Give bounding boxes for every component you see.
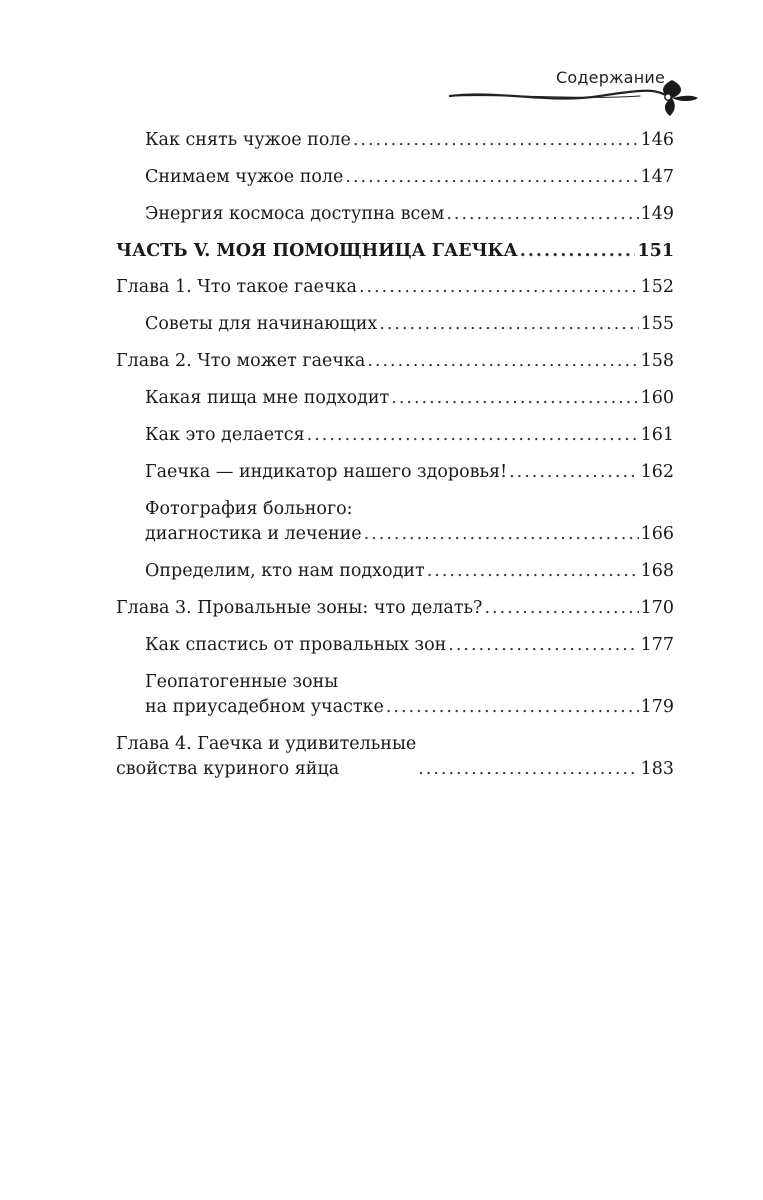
toc-entry[interactable] bbox=[116, 670, 674, 720]
toc-entry-title: Глава 2. Что может гаечка bbox=[116, 351, 366, 371]
toc-entry-page: 149 bbox=[640, 204, 674, 224]
dot-leader bbox=[364, 522, 639, 547]
toc-chapter[interactable] bbox=[116, 596, 674, 621]
running-head bbox=[440, 60, 705, 120]
toc-entry-page: 162 bbox=[640, 462, 674, 482]
toc-entry-page: 177 bbox=[640, 635, 674, 655]
toc-entry[interactable] bbox=[116, 460, 674, 485]
running-head-title: Содержание bbox=[556, 68, 665, 87]
dot-leader bbox=[379, 312, 638, 337]
toc-entry-title: Глава 3. Провальные зоны: что делать? bbox=[116, 598, 483, 618]
toc-entry[interactable] bbox=[116, 165, 674, 190]
toc-entry-page: 179 bbox=[640, 697, 674, 717]
dot-leader bbox=[367, 349, 638, 374]
toc-entry-title: Как снять чужое поле bbox=[145, 130, 351, 150]
toc-entry-title: Как это делается bbox=[145, 425, 305, 445]
flourish-ornament-icon bbox=[440, 60, 705, 120]
toc-entry-page: 168 bbox=[640, 561, 674, 581]
toc-entry-page: 160 bbox=[640, 388, 674, 408]
toc-chapter[interactable] bbox=[116, 275, 674, 300]
toc-entry-title: Советы для начинающих bbox=[145, 314, 378, 334]
toc-entry-title: на приусадебном участке bbox=[145, 697, 384, 717]
toc-entry-page: 158 bbox=[640, 351, 674, 371]
dot-leader bbox=[307, 423, 639, 448]
toc-entry-title: Снимаем чужое поле bbox=[145, 167, 344, 187]
dot-leader bbox=[418, 757, 638, 782]
toc-entry-title-line1: Фотография больного: bbox=[145, 499, 353, 519]
toc-entry-title: ЧАСТЬ V. МОЯ ПОМОЩНИЦА ГАЕЧКА bbox=[116, 241, 518, 261]
table-of-contents bbox=[116, 128, 674, 794]
dot-leader bbox=[353, 128, 639, 153]
toc-entry[interactable] bbox=[116, 202, 674, 227]
toc-entry[interactable] bbox=[116, 312, 674, 337]
toc-entry-title-line1: Глава 4. Гаечка и удивительные bbox=[116, 734, 417, 754]
dot-leader bbox=[446, 202, 638, 227]
toc-entry-title: Гаечка — индикатор нашего здоровья! bbox=[145, 462, 508, 482]
toc-entry-page: 147 bbox=[640, 167, 674, 187]
dot-leader bbox=[509, 460, 638, 485]
dot-leader bbox=[386, 695, 639, 720]
toc-entry[interactable] bbox=[116, 497, 674, 547]
toc-entry-title: Какая пища мне подходит bbox=[145, 388, 390, 408]
toc-entry-title: свойства куриного яйца bbox=[116, 759, 340, 779]
toc-entry[interactable] bbox=[116, 559, 674, 584]
toc-entry-title-line1: Геопатогенные зоны bbox=[145, 672, 339, 692]
toc-entry[interactable] bbox=[116, 386, 674, 411]
toc-part-heading[interactable] bbox=[116, 239, 674, 264]
toc-entry-title: Определим, кто нам подходит bbox=[145, 561, 425, 581]
toc-chapter[interactable] bbox=[116, 732, 674, 782]
toc-entry-page: 183 bbox=[640, 759, 674, 779]
toc-entry-page: 166 bbox=[640, 524, 674, 544]
toc-entry-page: 151 bbox=[637, 241, 674, 261]
toc-entry-page: 161 bbox=[640, 425, 674, 445]
toc-entry[interactable] bbox=[116, 633, 674, 658]
toc-entry-title: Энергия космоса доступна всем bbox=[145, 204, 445, 224]
dot-leader bbox=[427, 559, 639, 584]
toc-entry[interactable] bbox=[116, 128, 674, 153]
toc-entry-title: диагностика и лечение bbox=[145, 524, 362, 544]
toc-entry-page: 155 bbox=[640, 314, 674, 334]
dot-leader bbox=[391, 386, 638, 411]
toc-chapter[interactable] bbox=[116, 349, 674, 374]
dot-leader bbox=[359, 275, 639, 300]
dot-leader bbox=[345, 165, 638, 190]
toc-entry-title: Как спастись от провальных зон bbox=[145, 635, 447, 655]
toc-entry[interactable] bbox=[116, 423, 674, 448]
toc-entry-title: Глава 1. Что такое гаечка bbox=[116, 277, 357, 297]
toc-entry-page: 146 bbox=[640, 130, 674, 150]
dot-leader bbox=[484, 596, 638, 621]
toc-entry-page: 152 bbox=[640, 277, 674, 297]
toc-entry-page: 170 bbox=[640, 598, 674, 618]
dot-leader bbox=[448, 633, 638, 658]
dot-leader bbox=[520, 239, 636, 264]
